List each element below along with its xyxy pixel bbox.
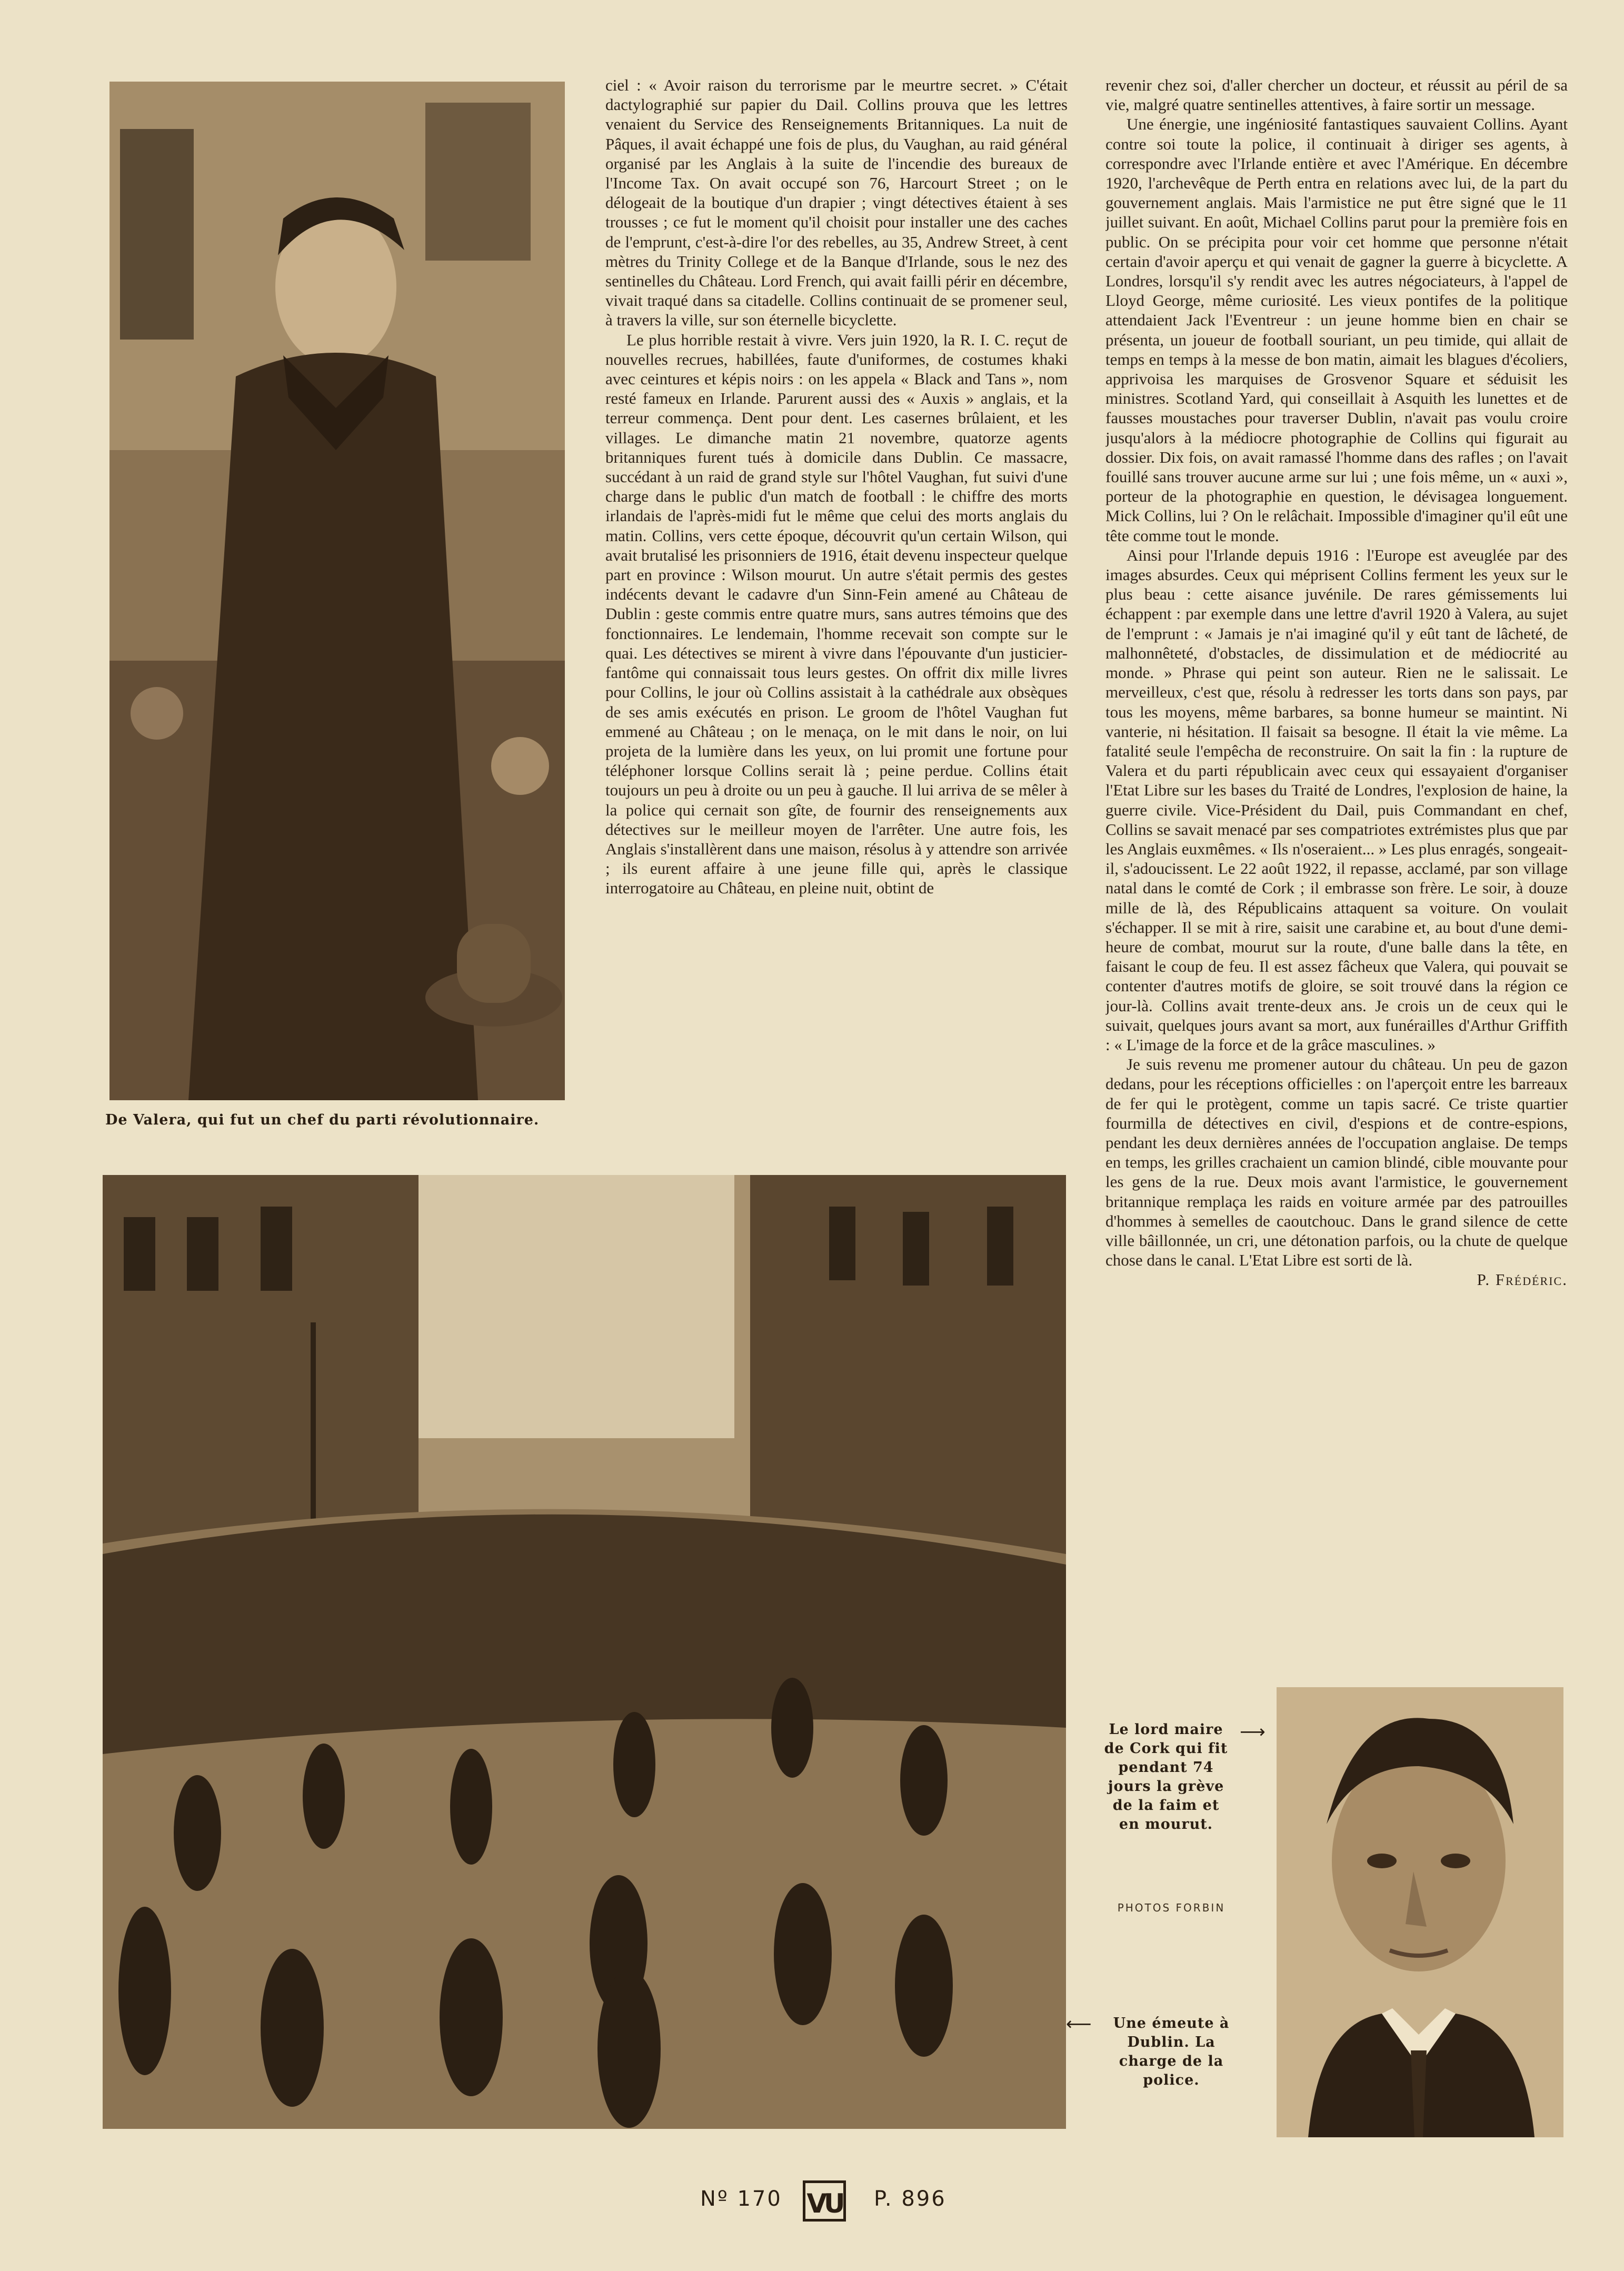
arrow-left-icon: ⟵ — [1066, 2014, 1092, 2035]
article-paragraph: Une énergie, une ingéniosité fantastiques sauvaient Collins. Ayant contre soi toute la police, il continuait à diriger ses agents, à correspondre avec l'Irlande entière et avec l'Amérique. En décembre 1920, l'archevêque de Perth entra en relations avec lui, de la part du gouvernement anglais. Mais l'armistice ne put être signé que le 11 juillet suivant. En août, Michael Collins parut pour la première fois en public. On se précipita pour voir cet homme que personne n'était certain d'avoir aperçu et qui venait de gagner la guerre à bicyclette. A Londres, lorsqu'il s'y rendit avec les autres négociateurs, à l'appel de Lloyd George, même curiosité. Les vieux pontifes de la politique attendaient Jack l'Eventreur : un jeune homme bien en chair se présenta, un joueur de football souriant, un peu timide, qui allait de temps en temps à la messe de bon matin, aimait les blagues d'écoliers, apprivoisa les marquises de Grosvenor Square et séduisit les ministres. Scotland Yard, qui conseillait à Asquith les lunettes et de fausses moustaches pour traverser Dublin, n'avait pas voulu croire jusqu'alors à la médiocre photographie de Collins qui figurait au dossier. Dix fois, on avait ramassé l'homme dans des rafles ; on l'avait fouillé sans trouver aucune arme sur lui ; une fois même, un « auxi », porteur de la photographie en question, le dévisagea longuement. Mick Collins, lui ? On le relâchait. Impossible d'imaginer qu'il eût une tête comme tout le monde. — [1105, 115, 1568, 545]
vu-logo: VU — [803, 2180, 846, 2222]
mayor-illustration — [1277, 1687, 1563, 2137]
page-number: P. 896 — [874, 2187, 946, 2211]
riot-caption — [1100, 2014, 1242, 2090]
author-signature: P. Frédéric. — [1477, 1270, 1568, 1289]
mayor-caption — [1100, 1720, 1232, 1834]
article-paragraph: Je suis revenu me promener autour du château. Un peu de gazon dedans, pour les réceptions officielles : on l'aperçoit entre les barreaux de fer qui le protègent, comme un tapis sacré. Ce triste quartier fourmilla de détectives en civil, d'espions et de contre-espions, pendant les deux dernières années de l'occupation anglaise. De temps en temps, les grilles crachaient un camion blindé, cible mouvante pour les gens de la rue. Deux mois avant l'armistice, le gouvernement britannique remplaça les raids en voiture armée par des patrouilles d'hommes à semelles de caoutchouc. Dans le grand silence de cette ville bâillonnée, un cri, une détonation parfois, ou la chute de quelque chose dans le canal. L'Etat Libre est sorti de là. — [1105, 1055, 1568, 1270]
riot-caption-text: Une émeute à Dublin. La charge de la police. — [1113, 2015, 1230, 2088]
arrow-right-icon: ⟶ — [1240, 1721, 1266, 1742]
riot-photo — [103, 1175, 1066, 2129]
article-paragraph: Le plus horrible restait à vivre. Vers juin 1920, la R. I. C. reçut de nouvelles recrues, habillées, faute d'uniformes, de costumes khaki avec ceintures et képis noirs : on les appela « Black and Tans », nom resté fameux en Irlande. Parurent aussi des « Auxis » anglais, et la terreur commença. Dent pour dent. Les casernes brûlaient, et les villages. Le dimanche matin 21 novembre, quatorze agents britanniques furent tués à domicile dans Dublin. Ce massacre, succédant à un raid de grand style sur l'hôtel Vaughan, fut suivi d'une charge dans le public d'un match de football : le chiffre des morts irlandais de l'après-midi fut le même que celui des morts anglais du matin. Collins, vers cette époque, découvrit qu'un certain Wilson, qui avait brutalisé les prisonniers de 1916, était devenu inspecteur quelque part en province : Wilson mourut. Un autre s'était permis des gestes indécents devant le cadavre d'un Sinn-Fein amené au Château de Dublin : geste commis entre quatre murs, sans autres témoins que des fonctionnaires. Le lendemain, l'homme recevait son compte sur le quai. Les détectives se mirent à vivre dans l'épouvante d'un justicier-fantôme qui connaissait tous leurs gestes. On offrit dix mille livres pour Collins, le jour où Collins assistait à la cathédrale aux obsèques de ses amis exécutés en prison. Le groom de l'hôtel Vaughan fut emmené au Château ; on le menaça, on le mit dans le noir, on lui projeta de la lumière dans les yeux, on lui promit une fortune pour téléphoner lorsque Collins serait là ; peine perdue. Collins était toujours un peu à droite ou un peu à gauche. Il lui arriva de se mêler à la police qui cernait son gîte, de fournir des renseignements aux détectives sur le meilleur moyen de l'arrêter. Une autre fois, les Anglais s'installèrent dans une maison, résolus à y attendre son arrivée ; ils eurent affaire à une jeune fille qui, après le classique interrogatoire au Château, en pleine nuit, obtint de — [605, 330, 1068, 898]
article-paragraph: ciel : « Avoir raison du terrorisme par le meurtre secret. » C'était dactylographié sur papier du Dail. Collins prouva que les lettres venaient du Service des Renseignements Britanniques. La nuit de Pâques, il avait échappé une fois de plus, du Vaughan, au raid général organisé par les Anglais à la suite de l'incendie des bureaux de l'Income Tax. On avait occupé son 76, Harcourt Street ; on le délogeait de la boutique d'un drapier ; vingt détectives étaient à ses trousses ; ce fut le moment qu'il choisit pour installer une des caches de l'emprunt, c'est-à-dire l'or des rebelles, au 35, Andrew Street, à cent mètres du Trinity College et de la Banque d'Irlande, sous le nez des sentinelles du Château. Lord French, qui avait failli périr en décembre, vivait traqué dans sa citadelle. Collins continuait de se promener seul, à travers la ville, sur son éternelle bicyclette. — [605, 76, 1068, 330]
mayor-caption-text: Le lord maire de Cork qui fit pendant 74 jours la grève de la faim et en mourut. — [1104, 1721, 1228, 1832]
article-paragraph: revenir chez soi, d'aller chercher un docteur, et réussit au péril de sa vie, malgré quatre sentinelles attentives, à faire sortir un message. — [1105, 76, 1568, 114]
article-paragraph: Ainsi pour l'Irlande depuis 1916 : l'Europe est aveuglée par des images absurdes. Ceux qui méprisent Collins ferment les yeux sur le plus beau : cette aisance juvénile. De rares gémissements lui échappent : par exemple dans une lettre d'avril 1920 à Valera, au sujet de l'emprunt : « Jamais je n'ai imaginé qu'il y eût tant de lâcheté, de malhonnêteté, d'obstacles, de dissimulation et de médiocrité au monde. » Phrase qui peint son auteur. Rien ne le salissait. Le merveilleux, c'est que, résolu à redresser les torts dans son pays, par tous les moyens, même barbares, sa bonne humeur se maintint. Ni vanterie, ni hésitation. Il faisait sa besogne. Il était la vie même. La fatalité seule l'empêcha de reconstruire. On sait la fin : la rupture de Valera et du parti républicain avec ceux qui essayaient d'organiser l'Etat Libre sur les bases du Traité de Londres, l'explosion de haine, la guerre civile. Vice-Président du Dail, puis Commandant en chef, Collins se savait menacé par ses compatriotes extrémistes plus que par les Anglais euxmêmes. « Ils n'oseraient... » Les plus enragés, songeait-il, s'adoucissent. Le 22 août 1922, il repasse, acclamé, par son village natal dans le comté de Cork ; il embrasse son frère. Le soir, à douze mille de là, des Républicains attaquent sa voiture. On voulait s'échapper. Il se mit à rire, saisit une carabine et, au bout d'une demi-heure de combat, mourut sur la route, d'une balle dans la tête, en faisant le coup de feu. Il est assez fâcheux que Valera, qui pouvait se contenter d'autres motifs de gloire, se soit trouvé dans la région ce jour-là. Collins avait trente-deux ans. Je crois un de ceux qui le suivait, quelques jours avant sa mort, aux funérailles d'Arthur Griffith : « L'image de la force et de la grâce masculines. » — [1105, 545, 1568, 1054]
devalera-illustration — [109, 82, 565, 1100]
article-column-2 — [1105, 75, 1568, 1670]
devalera-caption: De Valera, qui fut un chef du parti révolutionnaire. — [105, 1112, 540, 1128]
issue-number: Nº 170 — [700, 2187, 782, 2211]
riot-illustration — [103, 1175, 1066, 2129]
mayor-portrait-photo — [1277, 1687, 1563, 2137]
devalera-photo — [109, 82, 565, 1100]
page-footer — [0, 2176, 1624, 2224]
article-column-1 — [605, 75, 1068, 1136]
photo-credits: PHOTOS FORBIN — [1117, 1901, 1226, 1914]
